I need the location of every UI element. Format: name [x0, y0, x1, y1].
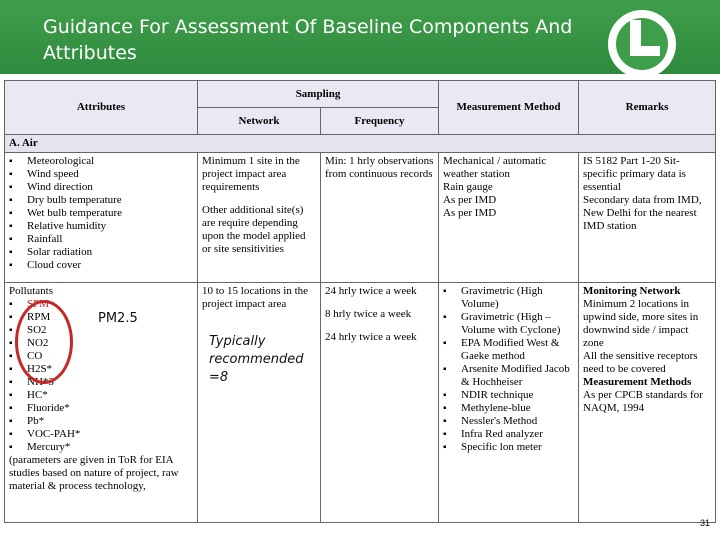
list-item: ▪ HC* [9, 389, 193, 402]
list-item: ▪ Wind speed [9, 168, 193, 181]
list-item: ▪ NH*3 [9, 376, 193, 389]
list-item: ▪ Dry bulb temperature [9, 194, 193, 207]
meteo-frequency: Min: 1 hrly observations from continuous records [321, 153, 439, 283]
list-item: ▪ EPA Modified West & Gaeke method [443, 337, 574, 363]
pollutant-measurement [439, 283, 579, 523]
frequency-item: 8 hrly twice a week [325, 308, 412, 320]
list-item: ▪ H2S* [9, 363, 193, 376]
frequency-item: 24 hrly twice a week [325, 285, 417, 297]
section-air: A. Air [5, 135, 716, 153]
list-item: ▪ Methylene-blue [443, 402, 574, 415]
frequency-item: 24 hrly twice a week [325, 331, 417, 343]
header-remarks: Remarks [579, 81, 716, 135]
list-item: ▪ Solar radiation [9, 246, 193, 259]
pollutant-network: 10 to 15 locations in the project impact area [198, 283, 321, 523]
meteo-method: As per IMD [443, 207, 497, 219]
list-item: ▪ RPM [9, 311, 193, 324]
list-item: ▪ NO2 [9, 337, 193, 350]
slide-number: 31 [700, 518, 711, 528]
pollutants-note: (parameters are given in ToR for EIA studies based on nature of project, raw material & process technology, [9, 454, 179, 492]
list-item: ▪ Specific lon meter [443, 441, 574, 454]
pollutant-remarks [579, 283, 716, 523]
remarks-text: As per CPCB standards for NAQM, 1994 [583, 389, 703, 414]
header-sampling: Sampling [198, 81, 439, 108]
meteo-network [198, 153, 321, 283]
logo-icon [590, 6, 690, 74]
list-item: ▪ Cloud cover [9, 259, 193, 272]
list-item: ▪ Mercury* [9, 441, 193, 454]
meteo-method: Rain gauge [443, 181, 493, 193]
list-item: ▪ Wet bulb temperature [9, 207, 193, 220]
list-item: ▪ CO [9, 350, 193, 363]
meteo-remark-1: IS 5182 Part 1-20 Sit-specific primary data is essential [583, 155, 686, 193]
slide-title: Guidance For Assessment Of Baseline Components And Attributes [43, 16, 573, 64]
pm25-annotation: PM2.5 [98, 311, 138, 326]
list-item: ▪ NDIR technique [443, 389, 574, 402]
header-network: Network [198, 108, 321, 135]
list-item: ▪ SO2 [9, 324, 193, 337]
baseline-table [4, 80, 716, 523]
title-bar [0, 0, 720, 74]
meteo-method: Mechanical / automatic weather station [443, 155, 547, 180]
pollutant-frequency [321, 283, 439, 523]
pollutants-heading: Pollutants [9, 285, 54, 297]
list-item: ▪ Gravimetric (High Volume) [443, 285, 574, 311]
remarks-heading: Monitoring Network [583, 285, 681, 297]
remarks-heading: Measurement Methods [583, 376, 692, 388]
list-item: ▪ Fluoride* [9, 402, 193, 415]
list-item: ▪ Relative humidity [9, 220, 193, 233]
list-item: ▪ Meteorological [9, 155, 193, 168]
meteo-network-text-2: Other additional site(s) are require depending upon the model applied or site sensitivities [202, 204, 306, 255]
list-item: ▪ SPM [9, 298, 193, 311]
list-item: ▪ Nessler's Method [443, 415, 574, 428]
header-measurement: Measurement Method [439, 81, 579, 135]
list-item: ▪ Infra Red analyzer [443, 428, 574, 441]
meteo-measurement [439, 153, 579, 283]
meteo-network-text-1: Minimum 1 site in the project impact area requirements [202, 155, 300, 193]
header-attributes: Attributes [5, 81, 198, 135]
typical-annotation: Typically recommended =8 [209, 334, 304, 385]
highlight-circle [15, 300, 73, 384]
meteo-method: As per IMD [443, 194, 497, 206]
meteo-remark-2: Secondary data from IMD, New Delhi for the nearest IMD station [583, 194, 702, 232]
list-item: ▪ Arsenite Modified Jacob & Hochheiser [443, 363, 574, 389]
list-item: ▪ Wind direction [9, 181, 193, 194]
remarks-text: All the sensitive receptors need to be covered [583, 350, 698, 375]
header-frequency: Frequency [321, 108, 439, 135]
meteo-attributes [5, 153, 198, 283]
list-item: ▪ Pb* [9, 415, 193, 428]
remarks-text: Minimum 2 locations in upwind side, more sites in downwind side / impact zone [583, 298, 699, 349]
list-item: ▪ Rainfall [9, 233, 193, 246]
meteo-remarks [579, 153, 716, 283]
list-item: ▪ VOC-PAH* [9, 428, 193, 441]
list-item: ▪ Gravimetric (High – Volume with Cyclone) [443, 311, 574, 337]
